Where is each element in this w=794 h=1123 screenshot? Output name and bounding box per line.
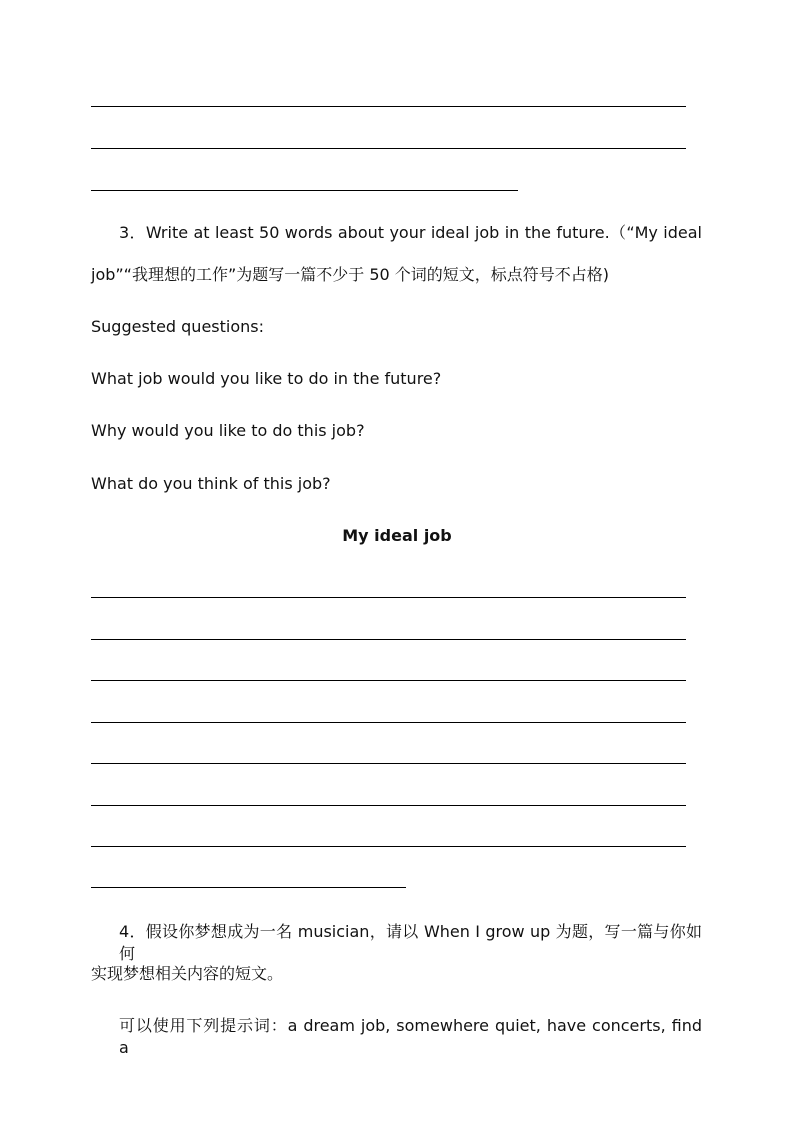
suggested-question-3: What do you think of this job? [91,474,331,493]
q4-prompt-line-2: 实现梦想相关内容的短文。 [91,964,284,983]
suggested-question-1: What job would you like to do in the future? [91,369,442,388]
q3-prompt-line-2: job”“我理想的工作”为题写一篇不少于 50 个词的短文，标点符号不占格) [91,265,610,284]
q4-hint-line: 可以使用下列提示词：a dream job, somewhere quiet, have concerts, find a [119,1016,702,1057]
essay-title: My ideal job [342,526,452,545]
answer-line [91,148,686,149]
answer-line [91,805,686,806]
answer-line [91,190,518,191]
answer-line [91,887,406,888]
answer-line [91,597,686,598]
suggested-question-2: Why would you like to do this job? [91,421,365,440]
answer-line [91,680,686,681]
answer-line [91,722,686,723]
answer-line [91,846,686,847]
q4-prompt-line-1: 4．假设你梦想成为一名 musician，请以 When I grow up 为题，写一篇与你如何 [119,922,702,963]
answer-line [91,106,686,107]
q3-prompt-line-1: 3．Write at least 50 words about your ideal job in the future.（“My ideal [119,223,702,242]
answer-line [91,763,686,764]
suggested-questions-label: Suggested questions: [91,317,264,336]
answer-line [91,639,686,640]
